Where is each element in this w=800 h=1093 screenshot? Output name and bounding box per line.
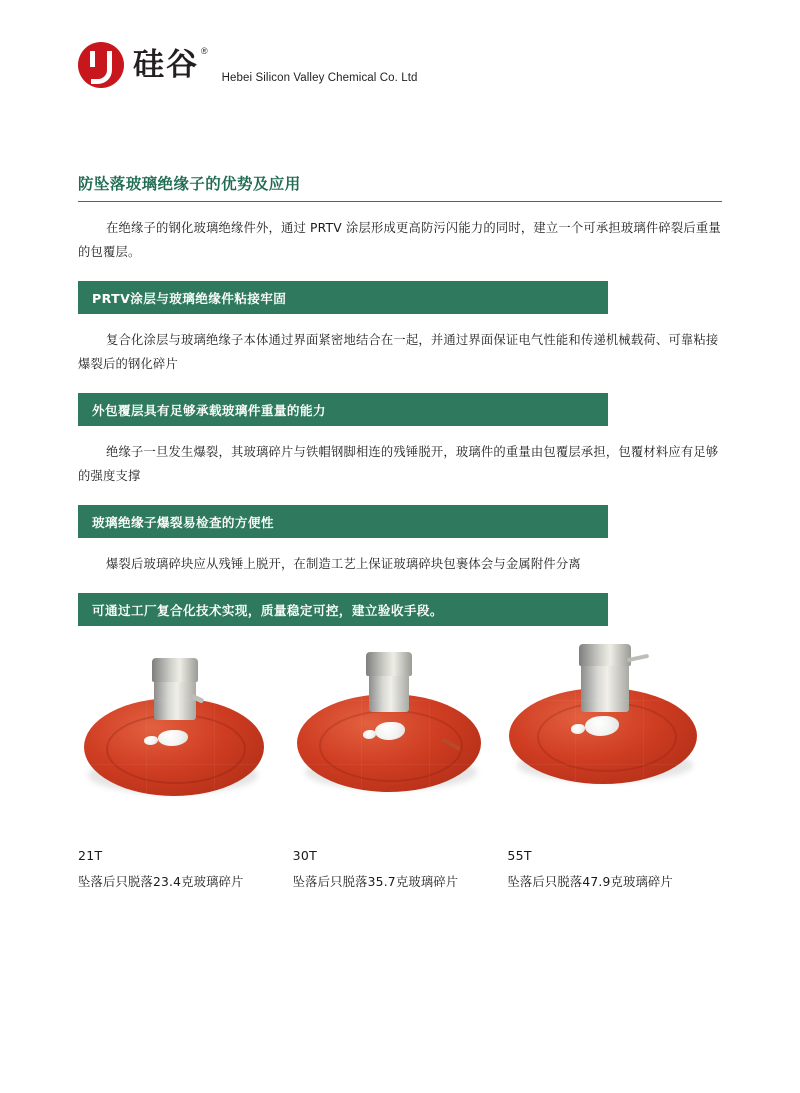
insulator-cap-top bbox=[579, 644, 631, 666]
intro-paragraph: 在绝缘子的钢化玻璃绝缘件外，通过 PRTV 涂层形成更高防污闪能力的同时，建立一个可承担玻璃件碎裂后重量的包覆层。 bbox=[78, 221, 721, 259]
page-header bbox=[0, 0, 800, 120]
product-image-55t bbox=[507, 636, 713, 832]
closing-bar: 可通过工厂复合化技术实现，质量稳定可控，建立验收手段。 bbox=[78, 593, 608, 626]
section-body-2: 绝缘子一旦发生爆裂，其玻璃碎片与铁帽钢脚相连的残锤脱开，玻璃件的重量由包覆层承担，包覆材料应有足够的强度支撑 bbox=[78, 445, 719, 483]
company-logo bbox=[78, 42, 418, 88]
product-name-30t: 30T bbox=[292, 848, 318, 863]
section-bar-1: PRTV涂层与玻璃绝缘件粘接牢固 bbox=[78, 281, 608, 314]
section-body-1: 复合化涂层与玻璃绝缘子本体通过界面紧密地结合在一起，并通过界面保证电气性能和传递机械载荷、可靠粘接爆裂后的钢化碎片 bbox=[78, 333, 719, 371]
insulator-cap-top bbox=[366, 652, 412, 676]
product-item-55t bbox=[507, 636, 722, 890]
insulator-cap bbox=[369, 670, 409, 712]
section-bar-2: 外包覆层具有足够承载玻璃件重量的能力 bbox=[78, 393, 608, 426]
product-desc-21t: 坠落后只脱落23.4克玻璃碎片 bbox=[78, 875, 244, 889]
product-desc-30t: 坠落后只脱落35.7克玻璃碎片 bbox=[292, 875, 459, 889]
article-body bbox=[78, 172, 722, 626]
insulator-cap bbox=[581, 660, 629, 712]
registered-trademark-icon: ® bbox=[201, 46, 208, 56]
product-desc-55t: 坠落后只脱落47.9克玻璃碎片 bbox=[507, 875, 673, 889]
glass-shards bbox=[363, 730, 376, 739]
section-bar-3: 玻璃绝缘子爆裂易检查的方便性 bbox=[78, 505, 608, 538]
logo-chinese-name: 硅谷 bbox=[133, 46, 199, 83]
insulator-rim bbox=[106, 714, 246, 784]
product-image-21t bbox=[78, 636, 284, 832]
page-title: 防坠落玻璃绝缘子的优势及应用 bbox=[78, 172, 722, 202]
insulator-rim bbox=[537, 702, 677, 772]
product-gallery bbox=[78, 636, 722, 890]
product-image-30t bbox=[293, 636, 499, 832]
insulator-rim bbox=[319, 710, 463, 782]
product-item-30t bbox=[293, 636, 508, 890]
logo-mark-icon bbox=[78, 42, 124, 88]
product-name-55t: 55T bbox=[507, 848, 532, 863]
company-english-name: Hebei Silicon Valley Chemical Co. Ltd bbox=[221, 72, 418, 84]
section-body-3: 爆裂后玻璃碎块应从残锤上脱开，在制造工艺上保证玻璃碎块包裹体会与金属附件分离 bbox=[106, 557, 581, 571]
product-name-21t: 21T bbox=[78, 848, 103, 863]
product-item-21t bbox=[78, 636, 293, 890]
insulator-cap-top bbox=[152, 658, 198, 682]
